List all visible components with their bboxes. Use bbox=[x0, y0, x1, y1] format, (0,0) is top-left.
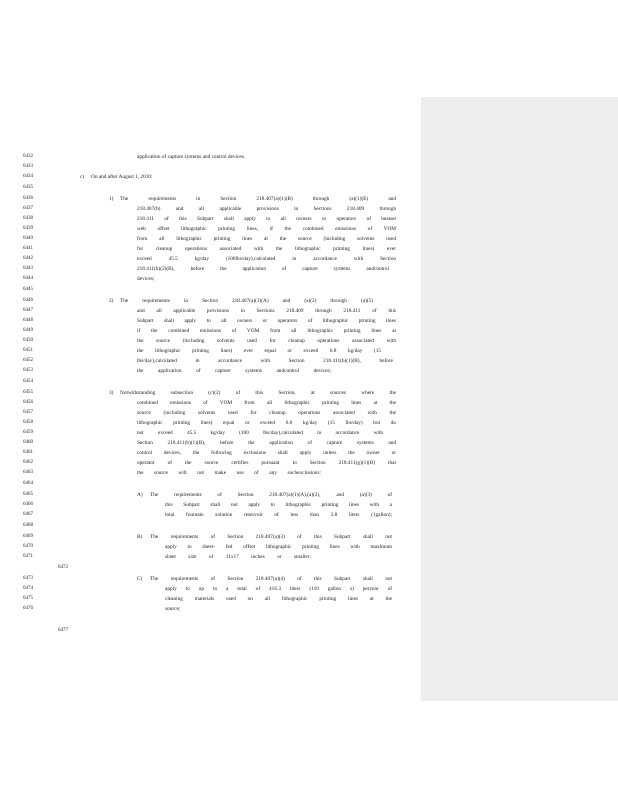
line-number: 6434 bbox=[23, 174, 33, 179]
line-text: cleaning materials used on all lithographic printing lines at the bbox=[165, 596, 392, 602]
document-line bbox=[0, 356, 421, 366]
line-number: 6448 bbox=[23, 318, 33, 323]
line-text: source (including solvents used for cleanup operations associated with the bbox=[137, 410, 396, 416]
document-line bbox=[0, 552, 421, 562]
line-number: 6454 bbox=[23, 379, 33, 384]
line-number: 6437 bbox=[23, 206, 33, 211]
line-number: 6451 bbox=[23, 348, 33, 353]
document-line bbox=[0, 366, 421, 376]
line-number: 6455 bbox=[23, 390, 33, 395]
line-number: 6457 bbox=[23, 410, 33, 415]
line-text: Notwithstanding subsection (c)(2) of this Section, at sources where the bbox=[120, 390, 396, 396]
line-text: Section 218.411(b)(1)(B), before the application of capture systems and bbox=[137, 440, 396, 446]
line-number: 6453 bbox=[23, 368, 33, 373]
line-number: 6459 bbox=[23, 430, 33, 435]
line-text: from all lithographic printing lines at the source (including solvents used bbox=[137, 236, 396, 242]
line-text: The requirements in Section 218.407(a)(1)(A) and (a)(2) through (a)(5) bbox=[120, 298, 373, 304]
line-text: combined emissions of VOM from all lithographic printing lines at the bbox=[137, 400, 396, 406]
line-number: 6440 bbox=[23, 236, 33, 241]
line-number: 6465 bbox=[23, 492, 33, 497]
document-line bbox=[0, 468, 421, 478]
line-text: the source will not make use of any suchexclusions: bbox=[137, 470, 321, 476]
document-line bbox=[0, 296, 421, 306]
document-line bbox=[0, 479, 421, 489]
document-line bbox=[0, 388, 421, 398]
line-number: 6445 bbox=[23, 287, 33, 292]
line-text: the lithographic printing lines) ever equal or exceed 6.8 kg/day (15 bbox=[137, 348, 381, 354]
clause-label: A) bbox=[137, 492, 143, 498]
line-text: for cleanup operations associated with the lithographic printing lines) ever bbox=[137, 246, 396, 252]
document-line bbox=[0, 224, 421, 234]
line-text: 218.411(b)(2)(B), before the application of capture systems andcontrol bbox=[137, 266, 389, 272]
line-text: 218.407(b) and all applicable provisions in Sections 218.409 through bbox=[137, 206, 396, 212]
document-line bbox=[0, 532, 421, 542]
document-line bbox=[0, 377, 421, 387]
line-number: 6449 bbox=[23, 328, 33, 333]
document-line bbox=[0, 214, 421, 224]
line-number: 6444 bbox=[23, 276, 33, 281]
line-text: devices; bbox=[137, 276, 155, 282]
item-label: 3) bbox=[109, 390, 114, 396]
line-number: 6432 bbox=[23, 154, 33, 159]
line-number: 6443 bbox=[23, 266, 33, 271]
line-text: lithographic printing lines) equal or exceed 6.8 kg/day (15 lbs/day) but do bbox=[137, 420, 396, 426]
document-line bbox=[0, 326, 421, 336]
document-line bbox=[0, 285, 421, 295]
document-line bbox=[0, 574, 421, 584]
line-number: 6470 bbox=[23, 544, 33, 549]
line-number: 6467 bbox=[23, 512, 33, 517]
line-number: 6474 bbox=[23, 586, 33, 591]
line-number: 6462 bbox=[23, 460, 33, 465]
document-line bbox=[0, 172, 421, 182]
line-text: The requirements of Section 218.407(a)(4) of this Subpart shall not bbox=[150, 576, 392, 582]
document-line bbox=[0, 346, 421, 356]
document-line bbox=[0, 264, 421, 274]
line-text: apply to up to a total of 416.3 liters (110 gallon s) peryear of bbox=[165, 586, 392, 592]
line-text: not exceed 45.5 kg/day (100 lbs/day),calculated in accordance with bbox=[137, 430, 383, 436]
document-line bbox=[0, 584, 421, 594]
document-line bbox=[0, 274, 421, 284]
line-text: Subpart shall apply to all owners or operators of lithographic printing lines bbox=[137, 318, 396, 324]
item-label: 2) bbox=[109, 298, 114, 304]
line-text: sheet size of 11x17 inches or smaller; bbox=[165, 554, 311, 560]
line-number: 6464 bbox=[23, 481, 33, 486]
line-text: The requirements of Section 218.407(a)(3) of this Subpart shall not bbox=[150, 534, 392, 540]
document-line bbox=[0, 162, 421, 172]
line-number: 6447 bbox=[23, 308, 33, 313]
line-number: 6458 bbox=[23, 420, 33, 425]
line-number: 6475 bbox=[23, 596, 33, 601]
line-text: On and after August 1, 2010: bbox=[91, 174, 153, 180]
line-text: web offset lithographic printing lines, if the combined emissions of VOM bbox=[137, 226, 396, 232]
line-number: 6450 bbox=[23, 338, 33, 343]
document-line bbox=[0, 244, 421, 254]
clause-label: B) bbox=[137, 534, 143, 540]
document-line bbox=[0, 418, 421, 428]
document-line bbox=[0, 194, 421, 204]
line-text: The requirements of Section 218.407(a)(1)(A),(a)(2), and (a)(3) of bbox=[150, 492, 392, 498]
line-number: 6433 bbox=[23, 164, 33, 169]
line-text: the application of capture systems andcontrol devices; bbox=[137, 368, 331, 374]
document-line bbox=[0, 398, 421, 408]
document-line bbox=[0, 204, 421, 214]
document-line bbox=[0, 254, 421, 264]
line-number: 6442 bbox=[23, 256, 33, 261]
document-line bbox=[0, 510, 421, 520]
line-text: total fountain solution reservoir of less than 3.8 liters (1gallon); bbox=[165, 512, 392, 518]
line-number: 6452 bbox=[23, 358, 33, 363]
line-number: 6456 bbox=[23, 400, 33, 405]
line-text: application of capture systems and control devices. bbox=[137, 154, 246, 160]
line-text: this Subpart shall not apply to lithographic printing lines with a bbox=[165, 502, 392, 508]
document-line bbox=[0, 521, 421, 531]
line-text: 218.411 of this Subpart shall apply to all owners or operators of heatset bbox=[137, 216, 396, 222]
line-number: 6460 bbox=[23, 440, 33, 445]
clause-label: C) bbox=[137, 576, 143, 582]
line-text: if the combined emissions of VOM from all lithographic printing lines at bbox=[137, 328, 396, 334]
line-number: 6439 bbox=[23, 226, 33, 231]
line-text: The requirements in Section 218.407(a)(1)(B) through (a)(1)(E) and bbox=[120, 196, 396, 202]
orphan-line-number: 6477 bbox=[58, 628, 68, 633]
document-line bbox=[0, 428, 421, 438]
line-text: control devices, the following exclusions shall apply unless the owner or bbox=[137, 450, 396, 456]
line-number: 6468 bbox=[23, 523, 33, 528]
comment-margin-pane bbox=[421, 97, 618, 701]
line-number: 6436 bbox=[23, 196, 33, 201]
line-number: 6463 bbox=[23, 470, 33, 475]
document-line bbox=[0, 542, 421, 552]
line-number: 6438 bbox=[23, 216, 33, 221]
line-number: 6471 bbox=[23, 554, 33, 559]
line-number: 6441 bbox=[23, 246, 33, 251]
line-text: lbs/day),calculated in accordance with Section 218.411(b)(1)(B), before bbox=[137, 358, 393, 364]
line-text: source; bbox=[165, 606, 181, 612]
item-label: 1) bbox=[109, 196, 114, 202]
document-line bbox=[0, 336, 421, 346]
line-text: and all applicable provisions in Sections 218.409 through 218.411 of this bbox=[137, 308, 396, 314]
document-line bbox=[0, 408, 421, 418]
line-text: exceed 45.5 kg/day (100lbs/day),calculated in accordance with Section bbox=[137, 256, 396, 262]
document-line bbox=[0, 448, 421, 458]
orphan-line-number: 6472 bbox=[58, 565, 68, 570]
document-line bbox=[0, 604, 421, 614]
line-number: 6469 bbox=[23, 534, 33, 539]
document-line bbox=[0, 438, 421, 448]
line-number: 6466 bbox=[23, 502, 33, 507]
line-number: 6446 bbox=[23, 298, 33, 303]
document-line bbox=[0, 490, 421, 500]
document-line bbox=[0, 316, 421, 326]
line-text: operator of the source certifies pursuant to Section 218.411(g)(1)(B) that bbox=[137, 460, 396, 466]
line-number: 6476 bbox=[23, 606, 33, 611]
document-line bbox=[0, 234, 421, 244]
line-text: the source (including solvents used for cleanup operations associated with bbox=[137, 338, 396, 344]
line-text: apply to sheet- fed offset lithographic printing lines with maximum bbox=[165, 544, 392, 550]
line-number: 6435 bbox=[23, 185, 33, 190]
document-line bbox=[0, 594, 421, 604]
line-number: 6461 bbox=[23, 450, 33, 455]
document-line bbox=[0, 306, 421, 316]
document-line bbox=[0, 500, 421, 510]
subsection-label: c) bbox=[80, 174, 85, 180]
document-line bbox=[0, 183, 421, 193]
document-line bbox=[0, 458, 421, 468]
document-line bbox=[0, 152, 421, 162]
line-number: 6473 bbox=[23, 576, 33, 581]
